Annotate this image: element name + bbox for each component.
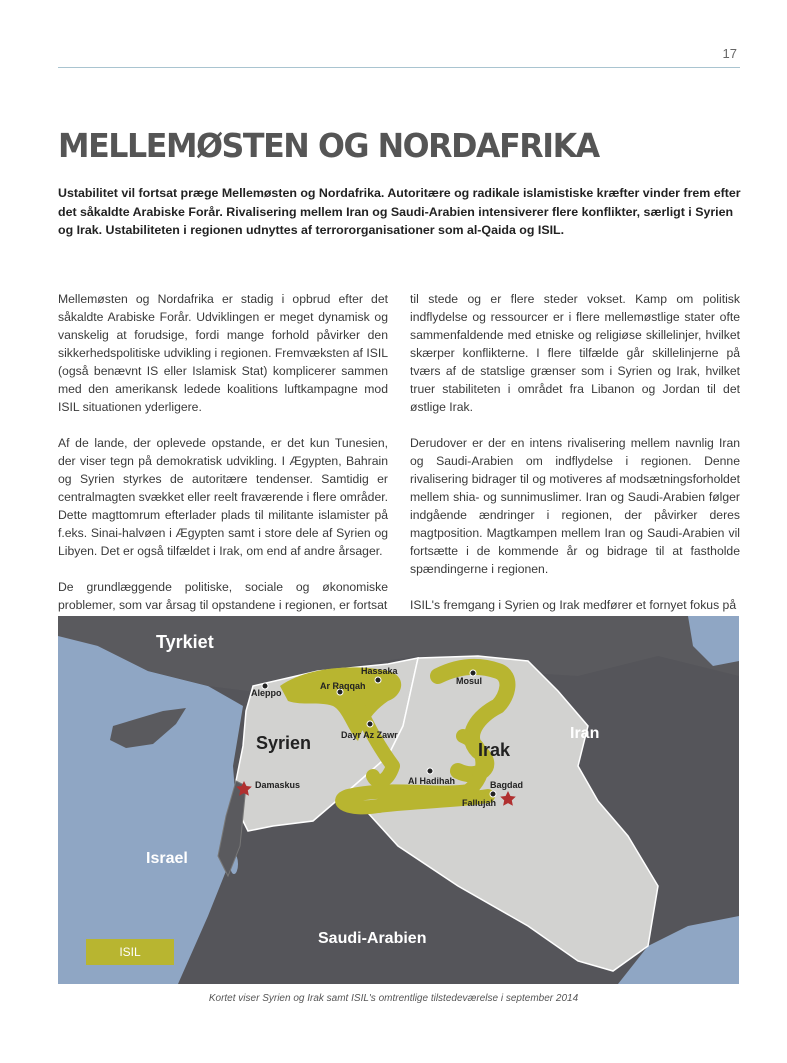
- paragraph: Af de lande, der oplevede opstande, er det kun Tunesien, der viser tegn på demokratisk udvikling. I Ægypten, Bahrain og Syrien styrkes de autoritære tendenser. Samtidig er centralmagten svækket eller reelt fraværende i flere områder. Dette magttomrum efterlader plads til militante islamister på f.eks. Sinai-halvøen i Ægypten samt i store dele af Syrien og Libyen. Det er også tilfældet i Irak, om end af andre årsager.: [58, 436, 388, 558]
- paragraph: De grundlæggende politiske, sociale og økonomiske problemer, som var årsag til opstandene i regionen, er fortsat: [58, 580, 388, 612]
- label-raqqah: Ar Raqqah: [320, 681, 366, 691]
- map-caption: Kortet viser Syrien og Irak samt ISIL's omtrentlige tilstedeværelse i september 2014: [208, 993, 579, 1004]
- page-number: 17: [722, 46, 737, 61]
- body-column-right: [410, 290, 740, 632]
- label-irak: Irak: [478, 740, 511, 760]
- label-tyrkiet: Tyrkiet: [156, 632, 214, 652]
- label-syrien: Syrien: [256, 733, 312, 753]
- label-saudi: Saudi-Arabien: [318, 930, 427, 947]
- paragraph: Derudover er der en intens rivalisering mellem navnlig Iran og Saudi-Arabien om indflydelse i regionen. Denne rivalisering bidrager til og motiveres af modsætningsforholdet mellem shia- og sunnimuslimer. Iran og Saudi-Arabien følger indgående ændringer i regionen, der påvirker deres magtposition. Magtkampen mellem Iran og Saudi-Arabien vil fortsætte i de kommende år og bidrage til at fastholde spændingerne i regionen.: [410, 436, 740, 576]
- lead-paragraph: Ustabilitet vil fortsat præge Mellemøsten og Nordafrika. Autoritære og radikale islamistiske kræfter vinder frem efter det såkaldte Arabiske Forår. Rivalisering mellem Iran og Saudi-Arabien intensiverer flere konflikter, særligt i Syrien og Irak. Ustabiliteten i regionen udnyttes af terrororganisationer som al-Qaida og ISIL.: [58, 186, 741, 238]
- label-hassaka: Hassaka: [361, 666, 398, 676]
- label-damaskus: Damaskus: [255, 780, 301, 790]
- label-aleppo: Aleppo: [251, 688, 282, 698]
- label-israel: Israel: [146, 850, 188, 867]
- paragraph: til stede og er flere steder vokset. Kamp om politisk indflydelse og ressourcer er i flere mellemøstlige stater ofte sammenfaldende med etniske og religiøse skillelinjer, hvilket skærper konflikterne. I flere tilfælde går skillelinjerne på tværs af de statslige grænser som i Syrien og Irak, hvilket truer stabiliteten i området fra Libanon og Jordan til det østlige Irak.: [410, 292, 740, 414]
- legend-label: ISIL: [119, 945, 141, 959]
- label-fallujah: Fallujah: [462, 798, 497, 808]
- syria-iraq-map: [58, 616, 739, 984]
- paragraph: Mellemøsten og Nordafrika er stadig i opbrud efter det såkaldte Arabiske Forår. Udviklingen er meget dynamisk og vanskelig at forudsige, fordi mange forhold påvirker den sikkerhedspolitiske udvikling i regionen. Fremvæksten af ISIL (også benævnt IS eller Islamisk Stat) komplicerer sammen med den amerikansk ledede koalitions luftkampagne mod ISIL situationen yderligere.: [58, 292, 388, 414]
- label-hadithah: Al Hadihah: [408, 776, 456, 786]
- page-title: MELLEMØSTEN OG NORDAFRIKA: [58, 126, 599, 165]
- label-dayr: Dayr Az Zawr: [341, 730, 398, 740]
- label-mosul: Mosul: [456, 676, 482, 686]
- map-graphic: [58, 616, 739, 984]
- label-iran: Iran: [570, 725, 600, 742]
- legend-isil: [86, 939, 174, 965]
- header-rule: [58, 67, 740, 68]
- label-bagdad: Bagdad: [490, 780, 524, 790]
- body-column-left: [58, 290, 388, 632]
- paragraph: ISIL's fremgang i Syrien og Irak medfører et fornyet fokus på: [410, 598, 737, 612]
